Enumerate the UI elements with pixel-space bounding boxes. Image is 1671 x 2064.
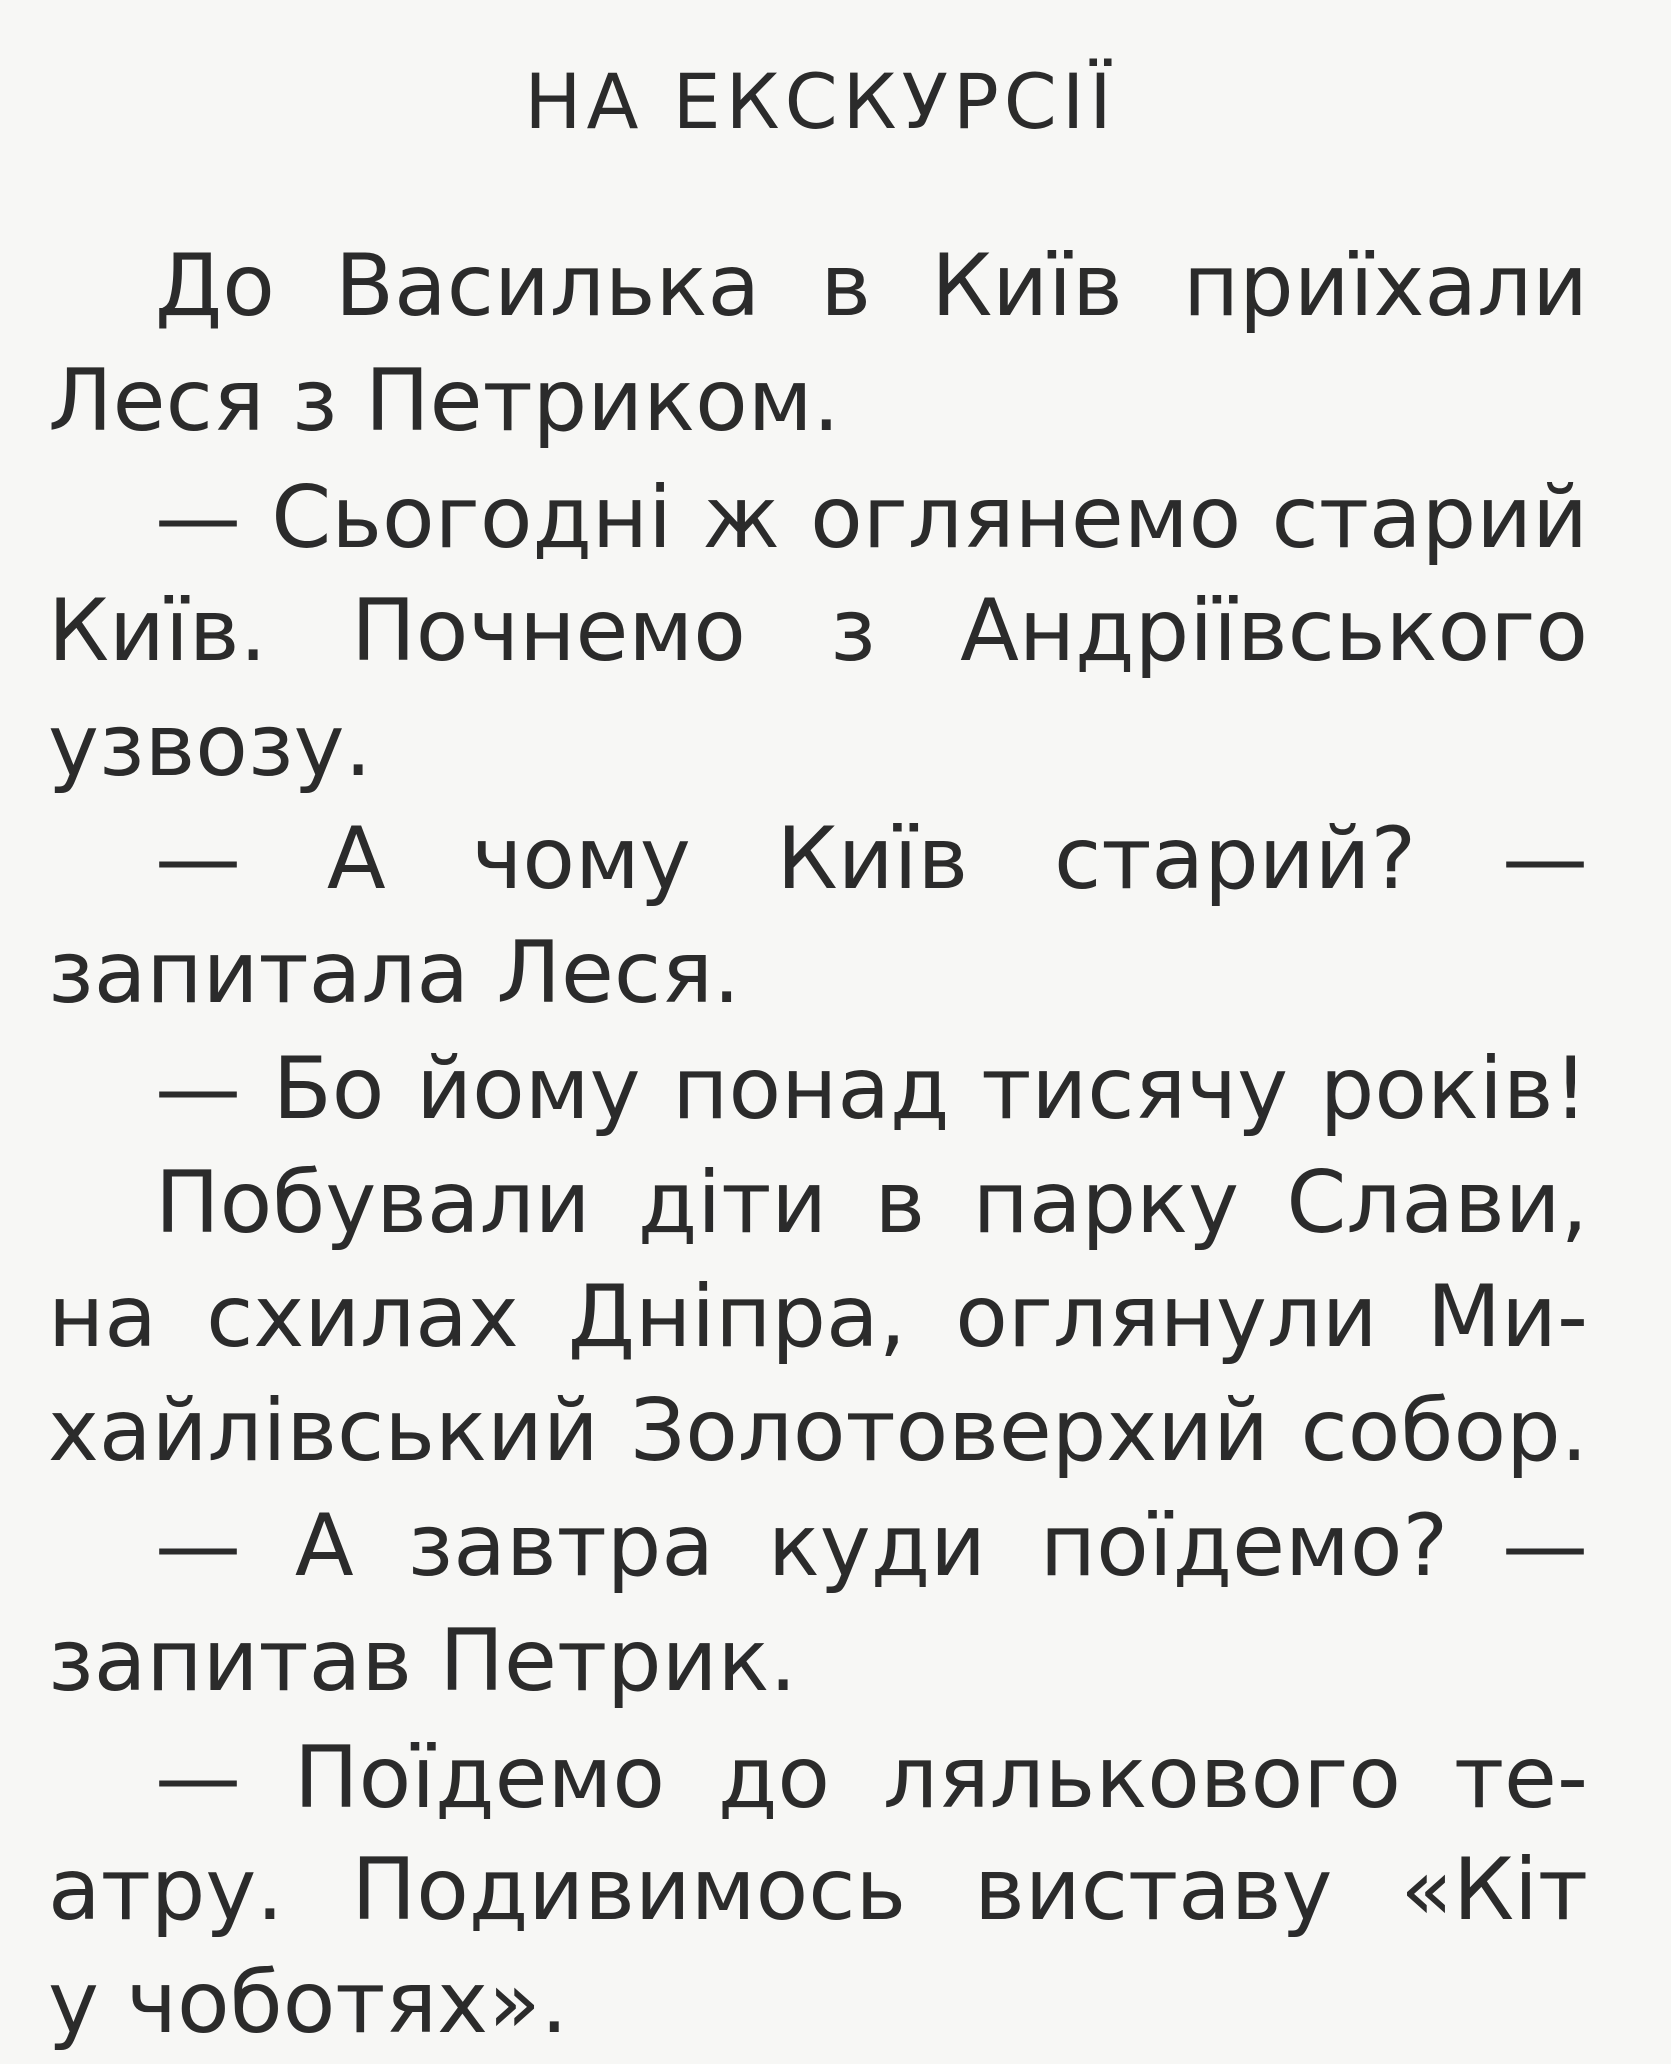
text-line: запитала Леся. [48,923,741,1023]
text-line: — Поїдемо до лялькового те- [155,1728,1588,1828]
text-line: До Василька в Київ приїхали [155,236,1588,336]
text-line: — Сьогодні ж оглянемо старий [155,468,1588,568]
text-line: атру. Подивимось виставу «Кіт [48,1840,1588,1940]
text-line: — Бо йому понад тисячу років! [155,1039,1588,1139]
text-line: — А завтра куди поїдемо? — [155,1496,1588,1596]
text-line: Леся з Петриком. [48,351,840,451]
text-line: Побували діти в парку Слави, [155,1153,1588,1253]
text-line: Київ. Почнемо з Андріївського [48,581,1588,681]
text-line: запитав Петрик. [48,1611,797,1711]
text-line: узвозу. [48,696,372,796]
text-line: у чоботях». [48,1953,568,2053]
text-line: — А чому Київ старий? — [155,809,1588,909]
page-title: НА ЕКСКУРСІЇ [524,57,1117,146]
text-line: хайлівський Золотоверхий собор. [48,1381,1588,1481]
text-line: на схилах Дніпра, оглянули Ми- [48,1267,1588,1367]
